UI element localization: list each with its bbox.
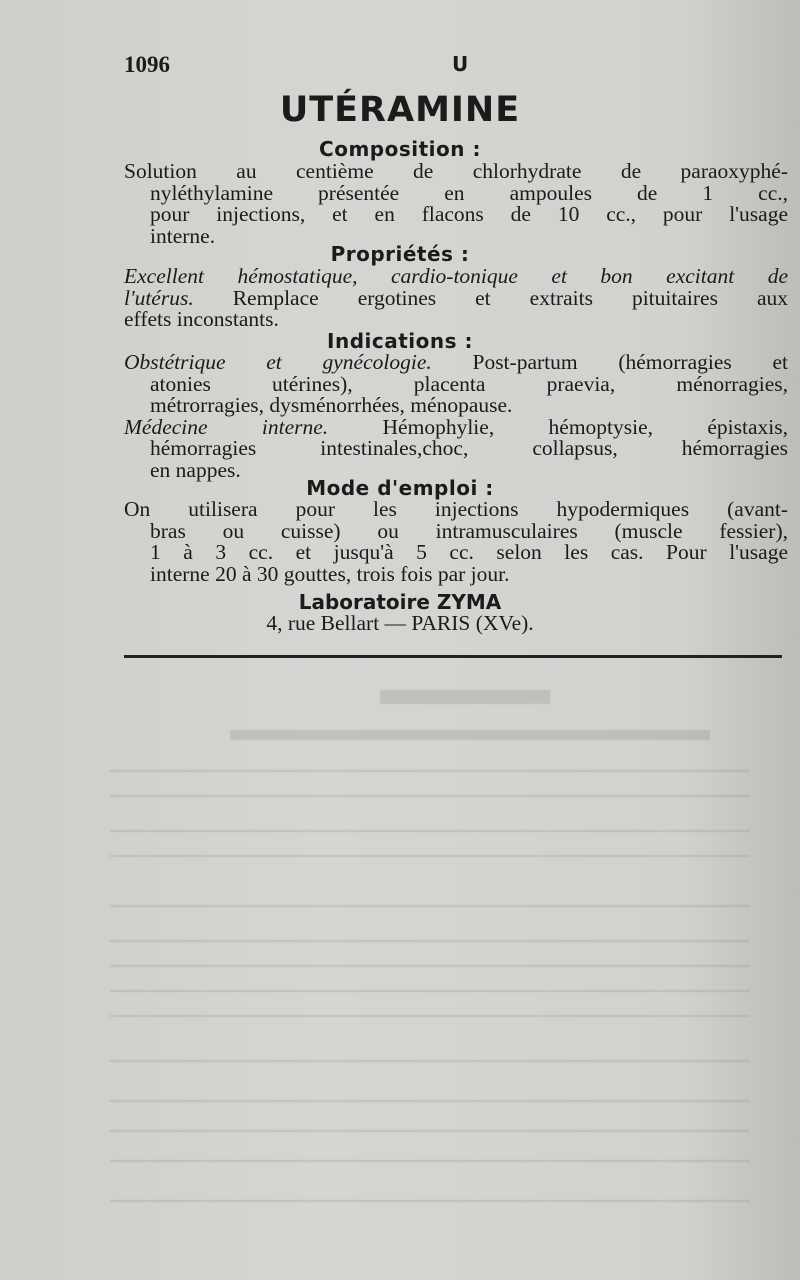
page-number: 1096: [124, 52, 170, 77]
indications-line: hémorragies intestinales,choc, collapsus, hémorragies: [150, 436, 788, 460]
composition-line: pour injections, et en flacons de 10 cc., pour l'usage: [150, 202, 788, 226]
indications-line: [124, 352, 788, 374]
proprietes-line: [124, 285, 788, 310]
indications-line: atonies utérines), placenta praevia, ménorragies,: [150, 371, 788, 396]
mode-emploi-line: interne 20 à 30 gouttes, trois fois par jour.: [150, 561, 510, 586]
proprietes-text: [124, 266, 788, 331]
indications-italic: Médecine interne.: [124, 414, 329, 439]
laboratory-name: Laboratoire ZYMA: [298, 590, 502, 614]
composition-text: [124, 161, 788, 247]
indications-italic: Obstétrique et gynécologie.: [124, 350, 432, 374]
proprietes-italic: l'utérus.: [124, 285, 194, 310]
mode-emploi-line: bras ou cuisse) ou intramusculaires (muscle fessier),: [150, 518, 788, 543]
mode-emploi-heading: Mode d'emploi :: [306, 476, 494, 500]
composition-line: nyléthylamine présentée en ampoules de 1 cc.,: [150, 180, 788, 205]
indications-text: [124, 352, 788, 481]
indications-heading: Indications :: [327, 329, 473, 353]
composition-heading: Composition :: [319, 137, 481, 161]
proprietes-text-rest: Remplace ergotines et extraits pituitaires aux: [193, 285, 788, 310]
page-header: [0, 52, 800, 92]
proprietes-heading: Propriétés :: [330, 242, 470, 266]
mode-emploi-text: [124, 499, 788, 585]
indications-line: métrorragies, dysménorrhées, ménopause.: [150, 393, 513, 417]
indications-text-rest: Hémophylie, hémoptysie, épistaxis,: [328, 414, 788, 439]
indications-line: [124, 414, 788, 439]
proprietes-line: effets inconstants.: [124, 307, 279, 331]
mode-emploi-line: 1 à 3 cc. et jusqu'à 5 cc. selon les cas. Pour l'usage: [150, 540, 788, 564]
indications-line: en nappes.: [150, 457, 241, 482]
product-title: UTÉRAMINE: [279, 90, 521, 130]
composition-line: interne.: [150, 223, 216, 248]
mode-emploi-line: On utilisera pour les injections hypodermiques (avant-: [124, 497, 788, 521]
section-letter: U: [452, 52, 469, 76]
section-divider: [124, 655, 782, 658]
proprietes-line: Excellent hémostatique, cardio-tonique et bon excitant de: [124, 264, 788, 288]
indications-text-rest: Post-partum (hémorragies et: [431, 350, 788, 374]
composition-line: Solution au centième de chlorhydrate de paraoxyphé-: [124, 159, 788, 183]
show-through-text: [0, 660, 800, 1280]
laboratory-address: 4, rue Bellart — PARIS (XVe).: [266, 611, 534, 635]
